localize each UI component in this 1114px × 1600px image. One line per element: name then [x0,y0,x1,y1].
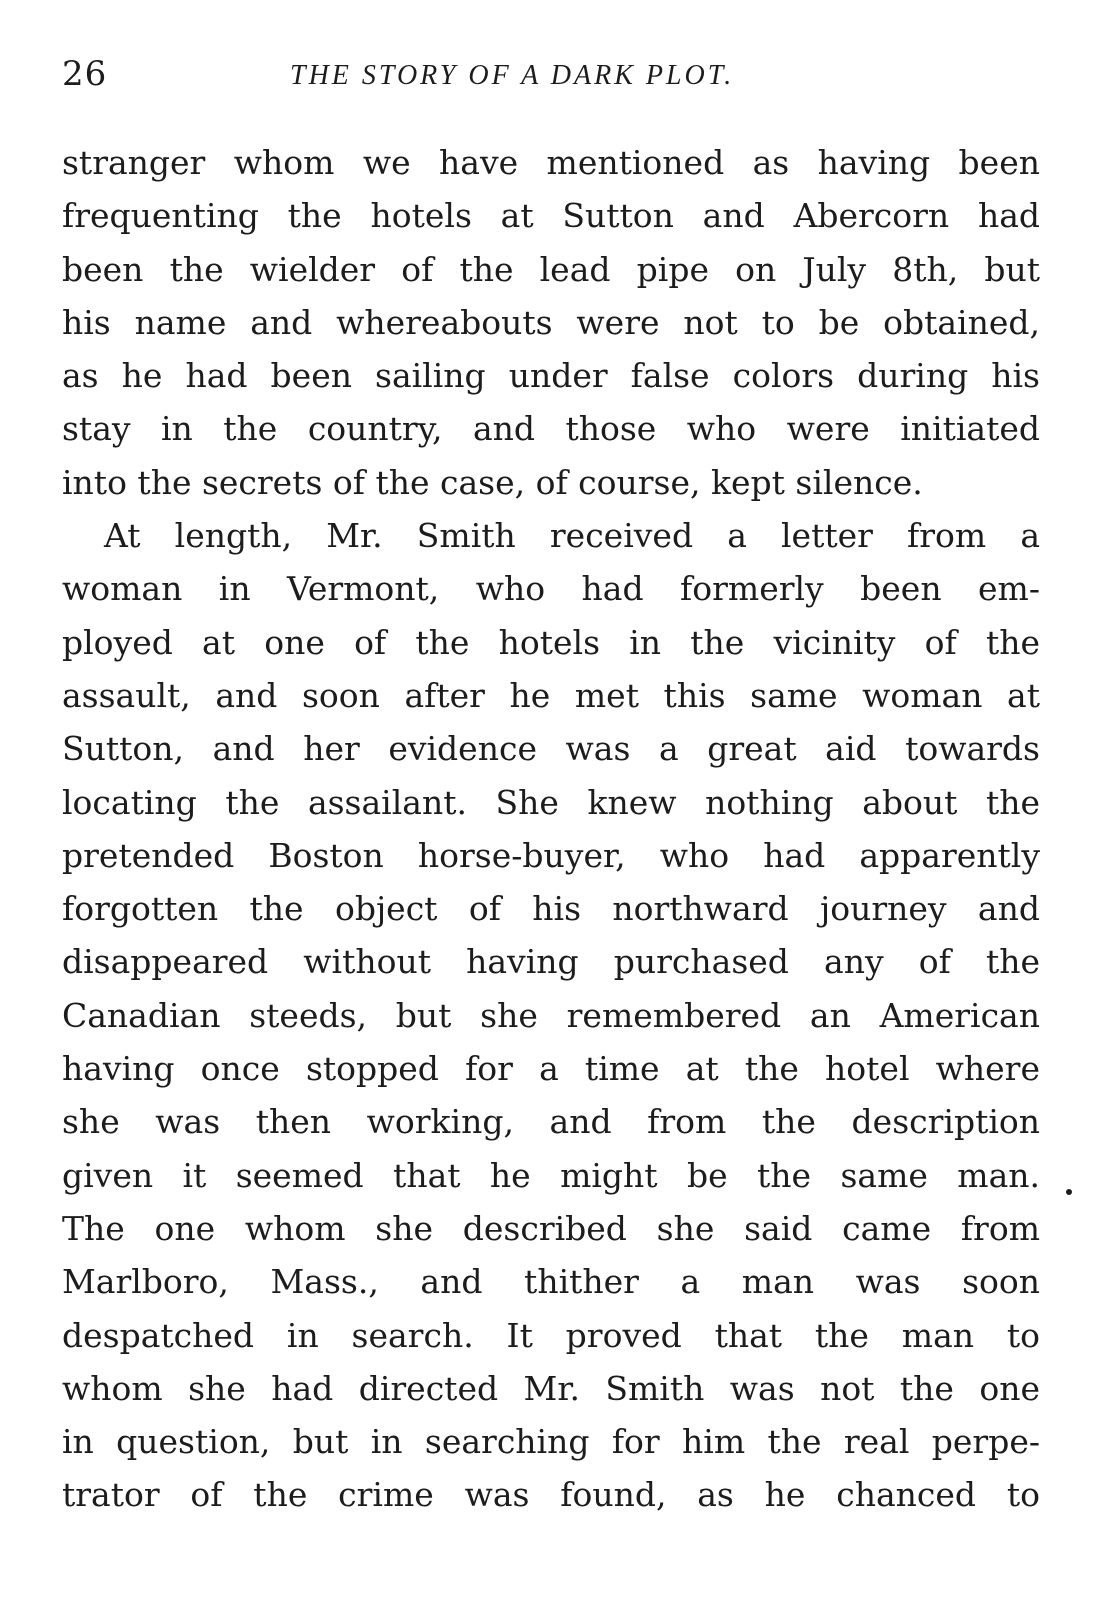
text-line: forgotten the object of his northward journey and [62,889,1040,929]
text-line: in question, but in searching for him the real perpe- [62,1422,1040,1462]
text-line: assault, and soon after he met this same woman at [62,675,1040,715]
text-line: The one whom she described she said came from [62,1208,1040,1248]
text-line: Canadian steeds, but she remembered an American [62,995,1040,1035]
text-line: she was then working, and from the description [62,1102,1040,1142]
body-text [62,136,1040,1522]
text-line: At length, Mr. Smith received a letter from a [104,516,1040,556]
text-line: woman in Vermont, who had formerly been em- [62,569,1040,609]
text-line: stay in the country, and those who were initiated [62,409,1040,449]
text-line: whom she had directed Mr. Smith was not the one [62,1368,1040,1408]
text-line: ployed at one of the hotels in the vicinity of the [62,622,1040,662]
text-line: been the wielder of the lead pipe on July 8th, but [62,249,1040,289]
text-line: disappeared without having purchased any of the [62,942,1040,982]
text-line: stranger whom we have mentioned as having been [62,143,1040,182]
page-number: 26 [62,54,108,94]
text-line: his name and whereabouts were not to be obtained, [62,302,1040,342]
text-line: into the secrets of the case, of course, kept silence. [62,462,923,502]
text-line: as he had been sailing under false colors during his [62,356,1040,396]
text-line: frequenting the hotels at Sutton and Abercorn had [62,196,1040,236]
ink-speck [1066,1189,1072,1195]
running-title: THE STORY OF A DARK PLOT. [290,60,735,91]
text-line: trator of the crime was found, as he chanced to [62,1475,1040,1515]
text-line: given it seemed that he might be the same man. [62,1155,1040,1195]
running-head [62,52,1042,96]
text-line: Marlboro, Mass., and thither a man was soon [62,1262,1040,1302]
text-line: having once stopped for a time at the hotel where [62,1049,1040,1089]
text-line: Sutton, and her evidence was a great aid towards [62,729,1040,769]
text-line: pretended Boston horse-buyer, who had apparently [62,835,1040,875]
text-line: despatched in search. It proved that the man to [62,1315,1040,1355]
text-line: locating the assailant. She knew nothing about the [62,782,1040,822]
